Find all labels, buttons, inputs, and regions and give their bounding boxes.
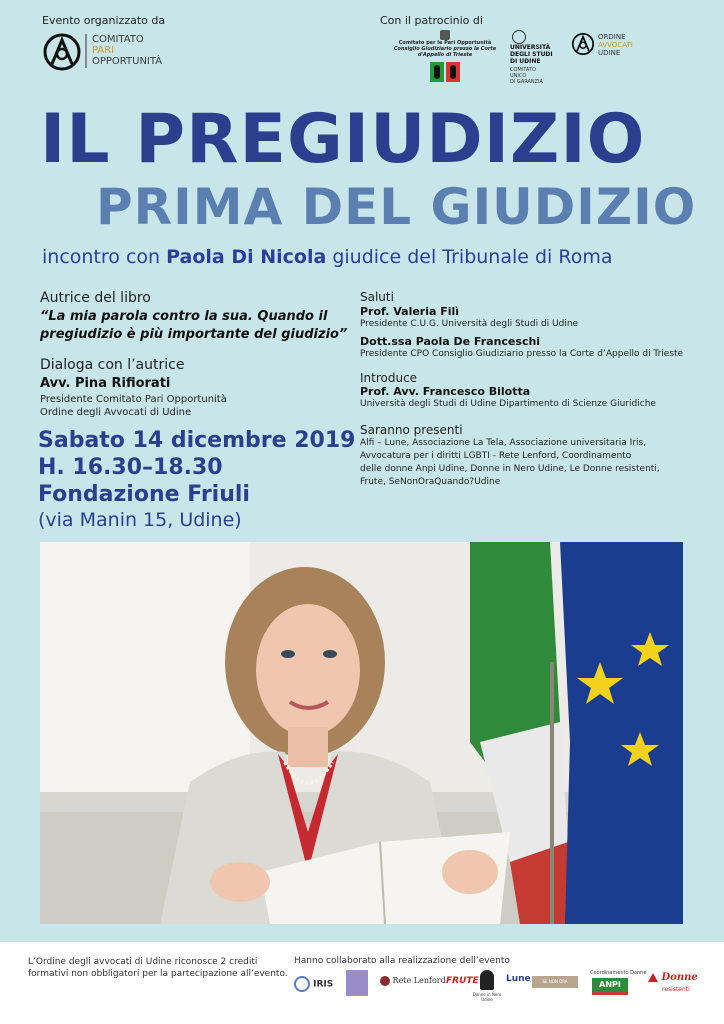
- snoq-logo: SE NON ORA QUANDO?: [532, 976, 578, 988]
- dialog-heading: Dialoga con l’autrice: [40, 357, 185, 373]
- iris-icon: [294, 976, 310, 992]
- intro-heading: Introduce: [360, 371, 418, 385]
- greeting-1-name: Prof. Valeria Filì: [360, 305, 460, 318]
- attendees-line: delle donne Anpi Udine, Donne in Nero Udine, Le Donne resistenti,: [360, 464, 660, 474]
- bar-line-1: ORDINE: [598, 33, 626, 41]
- intro-name: Prof. Avv. Francesco Bilotta: [360, 385, 531, 398]
- bar-line-2: AVVOCATI: [598, 41, 633, 49]
- event-speaker-line: [42, 246, 613, 268]
- cpo-line-1: COMITATO: [92, 34, 144, 45]
- greetings-heading: Saluti: [360, 290, 394, 304]
- cpo-line-2: PARI: [92, 45, 115, 56]
- organized-by-label: Evento organizzato da: [42, 14, 166, 27]
- greeting-2-role: Presidente CPO Consiglio Giudiziario presso la Corte d’Appello di Trieste: [360, 349, 684, 359]
- dialog-role: [40, 393, 227, 419]
- equality-icon: [428, 62, 462, 82]
- page-subtitle-line: PRIMA DEL GIUDIZIO: [96, 178, 697, 236]
- donne-in-nero-icon: [480, 970, 494, 990]
- dialog-role-1: Presidente Comitato Pari Opportunità: [40, 394, 227, 405]
- uni-sub-2: UNICO: [510, 73, 527, 79]
- partner-logos: [294, 970, 714, 1018]
- donne-resistenti-sub: resistenti: [662, 986, 690, 993]
- triangle-icon: [648, 973, 658, 982]
- attendees-line: Alfi – Lune, Associazione La Tela, Associazione universitaria Iris,: [360, 438, 647, 448]
- event-details: [38, 427, 355, 533]
- attendees-heading: Saranno presenti: [360, 423, 463, 437]
- speaker-name: Paola Di Nicola: [166, 246, 327, 268]
- donne-resistenti-logo: [648, 972, 698, 983]
- credits-line-2: formativi non obbligatori per la partecipazione all’evento.: [28, 969, 288, 979]
- credits-line-1: L’Ordine degli avvocati di Udine riconosce 2 crediti: [28, 957, 258, 967]
- credits-note: [28, 956, 288, 980]
- speaker-photo: [40, 542, 683, 924]
- event-date: Sabato 14 dicembre 2019: [38, 428, 356, 453]
- page-title: IL PREGIUDIZIO: [40, 100, 646, 179]
- la-tela-logo: [346, 970, 368, 996]
- donne-in-nero-line-2: Udine: [481, 997, 493, 1002]
- lenford-logo: [380, 976, 446, 986]
- bar-logo-icon: [571, 32, 595, 56]
- patronage-label: Con il patrocinio di: [380, 14, 483, 27]
- donne-resistenti-label: Donne: [661, 972, 698, 983]
- greeting-1-role: Presidente C.U.G. Università degli Studi di Udine: [360, 319, 579, 329]
- bar-name: [598, 33, 633, 57]
- footer: [0, 942, 724, 1024]
- uni-line-2: DEGLI STUDI: [510, 51, 553, 58]
- university-logo: [510, 30, 560, 85]
- collab-label: Hanno collaborato alla realizzazione dell’evento: [294, 956, 510, 966]
- book-heading: Autrice del libro: [40, 290, 151, 306]
- uni-line-3: DI UDINE: [510, 58, 541, 65]
- lenford-icon: [380, 976, 390, 986]
- speaker-intro: incontro con: [42, 246, 167, 268]
- dialog-name: Avv. Pina Rifiorati: [40, 376, 171, 391]
- frute-logo: FRUTE: [446, 976, 479, 986]
- intro-role: Università degli Studi di Udine Dipartimento di Scienze Giuridiche: [360, 399, 656, 409]
- court-line-2: Consiglio Giudiziario presso la Corte d'Appello di Trieste: [393, 46, 497, 58]
- greeting-2-name: Dott.ssa Paola De Franceschi: [360, 335, 541, 348]
- attendees-line: Avvocatura per i diritti LGBTI - Rete Lenford, Coordinamento: [360, 451, 632, 461]
- court-line-1: Comitato per le Pari Opportunità: [398, 40, 492, 46]
- book-title-line-2: pregiudizio è più importante del giudizio”: [40, 327, 348, 342]
- event-venue: Fondazione Friuli: [38, 482, 250, 507]
- book-title-line-1: “La mia parola contro la sua. Quando il: [40, 309, 328, 324]
- bar-line-3: UDINE: [598, 49, 621, 57]
- book-title: [40, 308, 347, 344]
- uni-line-1: UNIVERSITÀ: [510, 44, 551, 51]
- donne-in-nero-label: [470, 992, 504, 1002]
- iris-label: IRIS: [313, 979, 334, 990]
- dialog-role-2: Ordine degli Avvocati di Udine: [40, 407, 192, 418]
- program-column: [360, 290, 700, 489]
- iris-logo: [294, 976, 333, 992]
- logo-divider: [85, 34, 87, 68]
- cpo-name: [92, 34, 162, 67]
- uni-sub-1: COMITATO: [510, 67, 536, 73]
- speaker-photo-illustration: [40, 542, 683, 924]
- cpo-court-logo: [390, 30, 500, 82]
- cpo-logo-icon: [42, 32, 82, 72]
- uni-sub-3: DI GARANZIA: [510, 79, 543, 85]
- anpi-caption: Coordinamento Donne: [590, 970, 647, 976]
- attendees-line: Frute, SeNonOraQuando?Udine: [360, 477, 501, 487]
- event-time: H. 16.30–18.30: [38, 455, 223, 480]
- bar-logo: [571, 32, 595, 60]
- lune-logo: Lune: [506, 974, 531, 984]
- university-seal-icon: [512, 30, 526, 44]
- lenford-label: Rete Lenford: [392, 976, 446, 985]
- speaker-role: giudice del Tribunale di Roma: [326, 246, 613, 268]
- anpi-logo: ANPI: [592, 978, 628, 995]
- donne-in-nero-line-1: Donne in Nero: [472, 992, 502, 997]
- attendees-list: [360, 437, 700, 489]
- cpo-logo: [42, 32, 82, 76]
- cpo-line-3: OPPORTUNITÀ: [92, 56, 163, 67]
- emblem-icon: [440, 30, 450, 40]
- event-address: (via Manin 15, Udine): [38, 509, 242, 531]
